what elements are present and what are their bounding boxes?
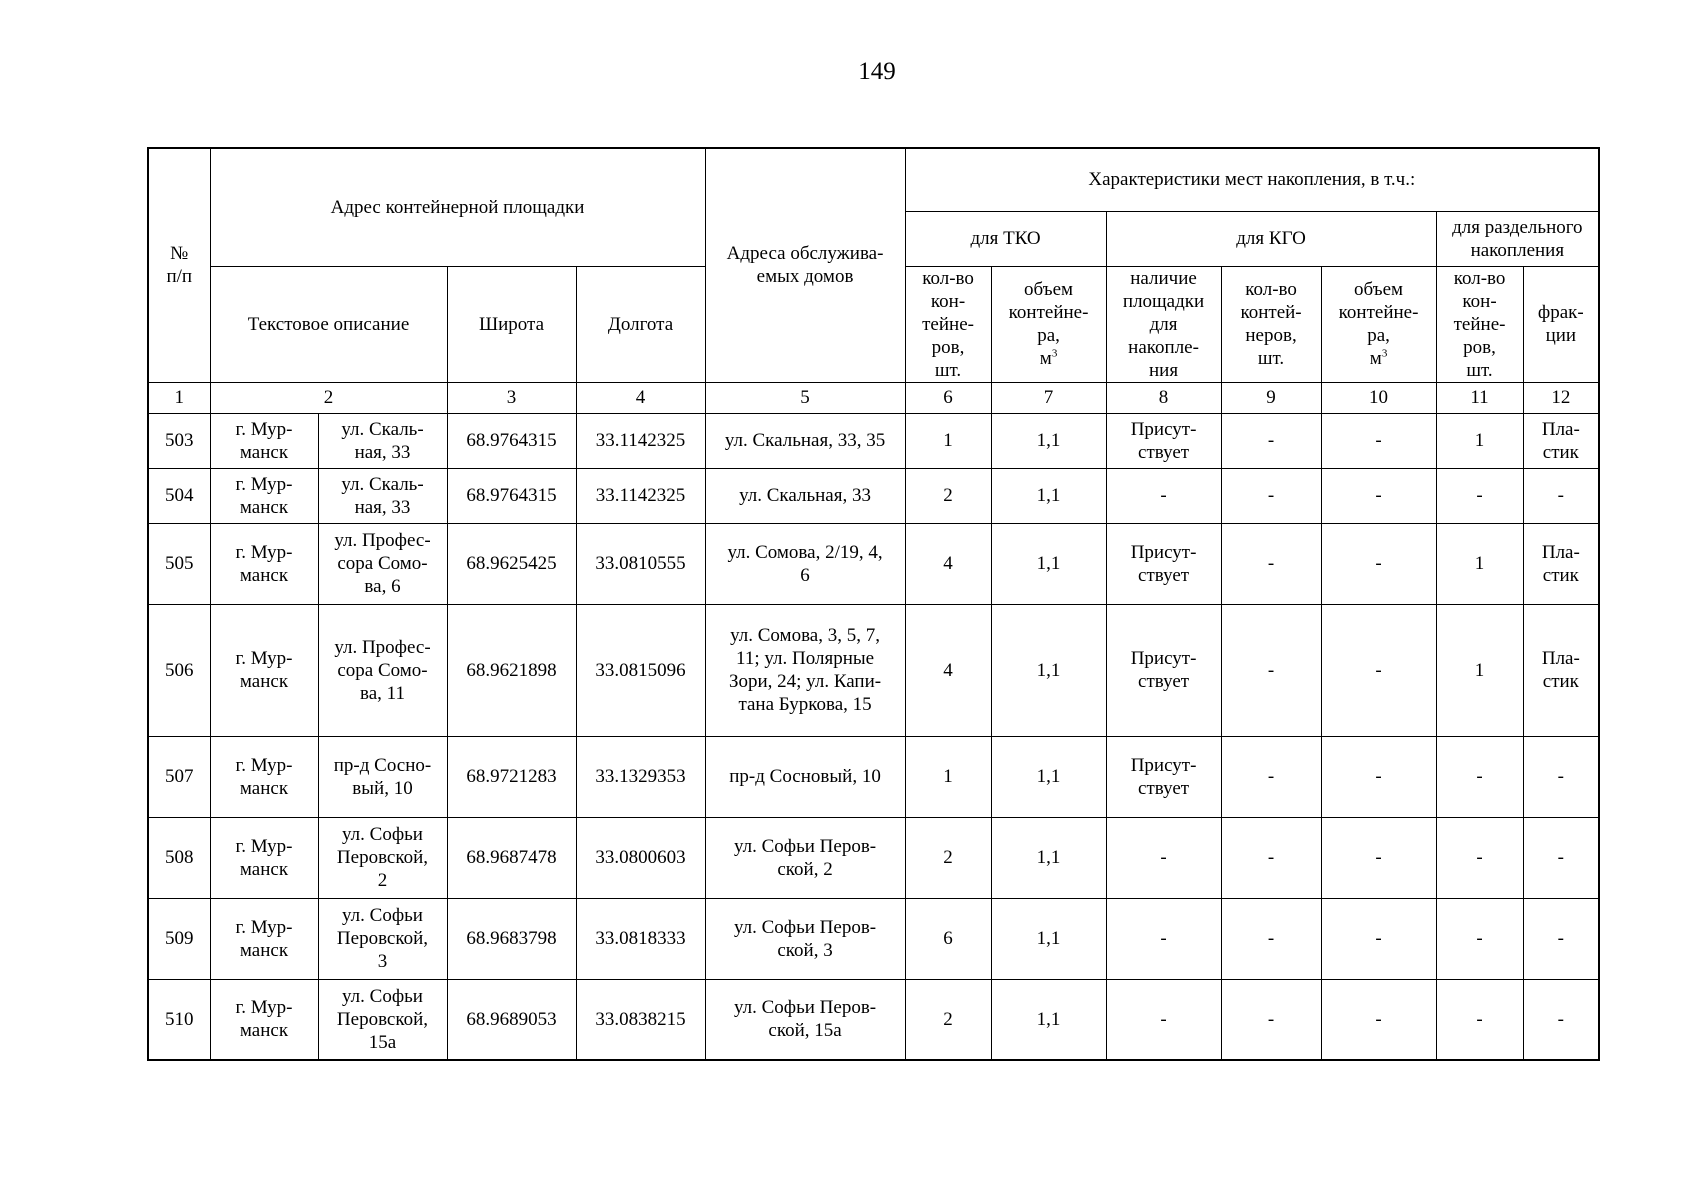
column-number: 9	[1221, 382, 1321, 413]
row-city: г. Мур- манск	[210, 604, 318, 736]
row-kgo-count: -	[1221, 979, 1321, 1060]
table-row	[148, 898, 1599, 979]
column-number: 2	[210, 382, 447, 413]
row-latitude: 68.9721283	[447, 736, 576, 817]
row-street-description: ул. Профес- сора Сомо- ва, 11	[318, 604, 447, 736]
row-city: г. Мур- манск	[210, 413, 318, 468]
row-served-addresses: ул. Скальная, 33, 35	[705, 413, 905, 468]
row-longitude: 33.1329353	[576, 736, 705, 817]
row-kgo-count: -	[1221, 468, 1321, 523]
row-city: г. Мур- манск	[210, 817, 318, 898]
row-number: 507	[148, 736, 210, 817]
column-number: 10	[1321, 382, 1436, 413]
row-number: 508	[148, 817, 210, 898]
row-separate-fractions: -	[1523, 736, 1599, 817]
table-body	[148, 413, 1599, 1060]
row-separate-count: -	[1436, 979, 1523, 1060]
row-street-description: ул. Профес- сора Сомо- ва, 6	[318, 523, 447, 604]
column-number: 1	[148, 382, 210, 413]
row-kgo-count: -	[1221, 604, 1321, 736]
row-kgo-site: Присут- ствует	[1106, 413, 1221, 468]
table-row	[148, 979, 1599, 1060]
row-served-addresses: ул. Софьи Перов- ской, 15а	[705, 979, 905, 1060]
header-longitude: Долгота	[576, 266, 705, 382]
column-number: 7	[991, 382, 1106, 413]
row-kgo-volume: -	[1321, 736, 1436, 817]
row-city: г. Мур- манск	[210, 979, 318, 1060]
row-separate-fractions: -	[1523, 979, 1599, 1060]
header-tko-volume-text: объем контейне- ра, м	[1008, 279, 1089, 369]
row-separate-count: 1	[1436, 604, 1523, 736]
row-kgo-volume: -	[1321, 468, 1436, 523]
column-number-row	[148, 382, 1599, 413]
row-separate-fractions: -	[1523, 468, 1599, 523]
row-tko-count: 4	[905, 523, 991, 604]
row-separate-count: 1	[1436, 413, 1523, 468]
row-kgo-volume: -	[1321, 604, 1436, 736]
row-kgo-volume: -	[1321, 413, 1436, 468]
row-kgo-site: -	[1106, 817, 1221, 898]
column-number: 12	[1523, 382, 1599, 413]
row-tko-volume: 1,1	[991, 468, 1106, 523]
row-number: 505	[148, 523, 210, 604]
row-served-addresses: ул. Софьи Перов- ской, 3	[705, 898, 905, 979]
row-kgo-site: -	[1106, 898, 1221, 979]
header-latitude: Широта	[447, 266, 576, 382]
row-longitude: 33.1142325	[576, 413, 705, 468]
row-latitude: 68.9689053	[447, 979, 576, 1060]
column-number: 4	[576, 382, 705, 413]
row-kgo-count: -	[1221, 523, 1321, 604]
header-kgo-volume	[1321, 266, 1436, 382]
row-kgo-count: -	[1221, 413, 1321, 468]
row-separate-fractions: Пла- стик	[1523, 413, 1599, 468]
row-street-description: ул. Софьи Перовской, 3	[318, 898, 447, 979]
column-number: 3	[447, 382, 576, 413]
row-longitude: 33.0838215	[576, 979, 705, 1060]
row-separate-fractions: -	[1523, 898, 1599, 979]
row-latitude: 68.9764315	[447, 413, 576, 468]
superscript-3: 3	[1381, 347, 1388, 360]
container-sites-table	[147, 147, 1600, 1061]
row-kgo-volume: -	[1321, 898, 1436, 979]
row-street-description: пр-д Сосно- вый, 10	[318, 736, 447, 817]
row-kgo-count: -	[1221, 817, 1321, 898]
row-number: 503	[148, 413, 210, 468]
row-tko-count: 2	[905, 817, 991, 898]
row-tko-volume: 1,1	[991, 413, 1106, 468]
row-number: 509	[148, 898, 210, 979]
header-tko-count: кол-во кон- тейне- ров, шт.	[905, 266, 991, 382]
row-number: 510	[148, 979, 210, 1060]
row-latitude: 68.9687478	[447, 817, 576, 898]
header-kgo-count: кол-во контей- неров, шт.	[1221, 266, 1321, 382]
row-tko-volume: 1,1	[991, 604, 1106, 736]
row-separate-count: -	[1436, 898, 1523, 979]
row-served-addresses: пр-д Сосновый, 10	[705, 736, 905, 817]
row-kgo-site: -	[1106, 979, 1221, 1060]
row-number: 504	[148, 468, 210, 523]
row-kgo-volume: -	[1321, 523, 1436, 604]
row-separate-fractions: Пла- стик	[1523, 523, 1599, 604]
header-kgo-volume-text: объем контейне- ра, м	[1338, 279, 1419, 369]
header-kgo: для КГО	[1106, 211, 1436, 266]
row-tko-count: 1	[905, 736, 991, 817]
header-separate: для раздельного накопления	[1436, 211, 1599, 266]
row-longitude: 33.0815096	[576, 604, 705, 736]
row-kgo-volume: -	[1321, 979, 1436, 1060]
row-street-description: ул. Софьи Перовской, 15а	[318, 979, 447, 1060]
table-header	[148, 148, 1599, 413]
table-row	[148, 736, 1599, 817]
header-characteristics: Характеристики мест накопления, в т.ч.:	[905, 148, 1599, 211]
row-street-description: ул. Софьи Перовской, 2	[318, 817, 447, 898]
row-longitude: 33.1142325	[576, 468, 705, 523]
row-tko-count: 1	[905, 413, 991, 468]
row-number: 506	[148, 604, 210, 736]
row-separate-fractions: -	[1523, 817, 1599, 898]
row-separate-count: 1	[1436, 523, 1523, 604]
column-number: 11	[1436, 382, 1523, 413]
row-served-addresses: ул. Софьи Перов- ской, 2	[705, 817, 905, 898]
row-longitude: 33.0818333	[576, 898, 705, 979]
row-tko-volume: 1,1	[991, 898, 1106, 979]
row-served-addresses: ул. Скальная, 33	[705, 468, 905, 523]
row-separate-count: -	[1436, 736, 1523, 817]
row-longitude: 33.0810555	[576, 523, 705, 604]
table-row	[148, 468, 1599, 523]
table-row	[148, 817, 1599, 898]
row-kgo-site: Присут- ствует	[1106, 736, 1221, 817]
row-served-addresses: ул. Сомова, 2/19, 4, 6	[705, 523, 905, 604]
row-kgo-count: -	[1221, 898, 1321, 979]
row-kgo-site: Присут- ствует	[1106, 604, 1221, 736]
row-tko-count: 2	[905, 468, 991, 523]
column-number: 5	[705, 382, 905, 413]
header-separate-count: кол-во кон- тейне- ров, шт.	[1436, 266, 1523, 382]
column-number: 8	[1106, 382, 1221, 413]
header-tko: для ТКО	[905, 211, 1106, 266]
row-separate-count: -	[1436, 817, 1523, 898]
row-tko-volume: 1,1	[991, 979, 1106, 1060]
row-longitude: 33.0800603	[576, 817, 705, 898]
header-tko-volume	[991, 266, 1106, 382]
page-number: 149	[858, 58, 896, 85]
row-city: г. Мур- манск	[210, 898, 318, 979]
row-latitude: 68.9683798	[447, 898, 576, 979]
header-kgo-site: наличие площадки для накопле- ния	[1106, 266, 1221, 382]
table-row	[148, 604, 1599, 736]
superscript-3: 3	[1051, 347, 1058, 360]
row-tko-volume: 1,1	[991, 817, 1106, 898]
row-separate-count: -	[1436, 468, 1523, 523]
header-address: Адрес контейнерной площадки	[210, 148, 705, 266]
row-kgo-site: -	[1106, 468, 1221, 523]
row-city: г. Мур- манск	[210, 736, 318, 817]
row-tko-count: 6	[905, 898, 991, 979]
row-kgo-volume: -	[1321, 817, 1436, 898]
row-separate-fractions: Пла- стик	[1523, 604, 1599, 736]
row-served-addresses: ул. Сомова, 3, 5, 7, 11; ул. Полярные Зори, 24; ул. Капи- тана Буркова, 15	[705, 604, 905, 736]
row-city: г. Мур- манск	[210, 523, 318, 604]
row-latitude: 68.9764315	[447, 468, 576, 523]
row-tko-count: 2	[905, 979, 991, 1060]
row-tko-volume: 1,1	[991, 736, 1106, 817]
row-tko-volume: 1,1	[991, 523, 1106, 604]
row-latitude: 68.9621898	[447, 604, 576, 736]
row-street-description: ул. Скаль- ная, 33	[318, 413, 447, 468]
column-number: 6	[905, 382, 991, 413]
header-served-addresses: Адреса обслужива- емых домов	[705, 148, 905, 382]
table-row	[148, 413, 1599, 468]
row-tko-count: 4	[905, 604, 991, 736]
row-kgo-count: -	[1221, 736, 1321, 817]
header-num: № п/п	[148, 148, 210, 382]
row-street-description: ул. Скаль- ная, 33	[318, 468, 447, 523]
row-kgo-site: Присут- ствует	[1106, 523, 1221, 604]
header-separate-fractions: фрак- ции	[1523, 266, 1599, 382]
table-row	[148, 523, 1599, 604]
header-text-description: Текстовое описание	[210, 266, 447, 382]
row-latitude: 68.9625425	[447, 523, 576, 604]
row-city: г. Мур- манск	[210, 468, 318, 523]
